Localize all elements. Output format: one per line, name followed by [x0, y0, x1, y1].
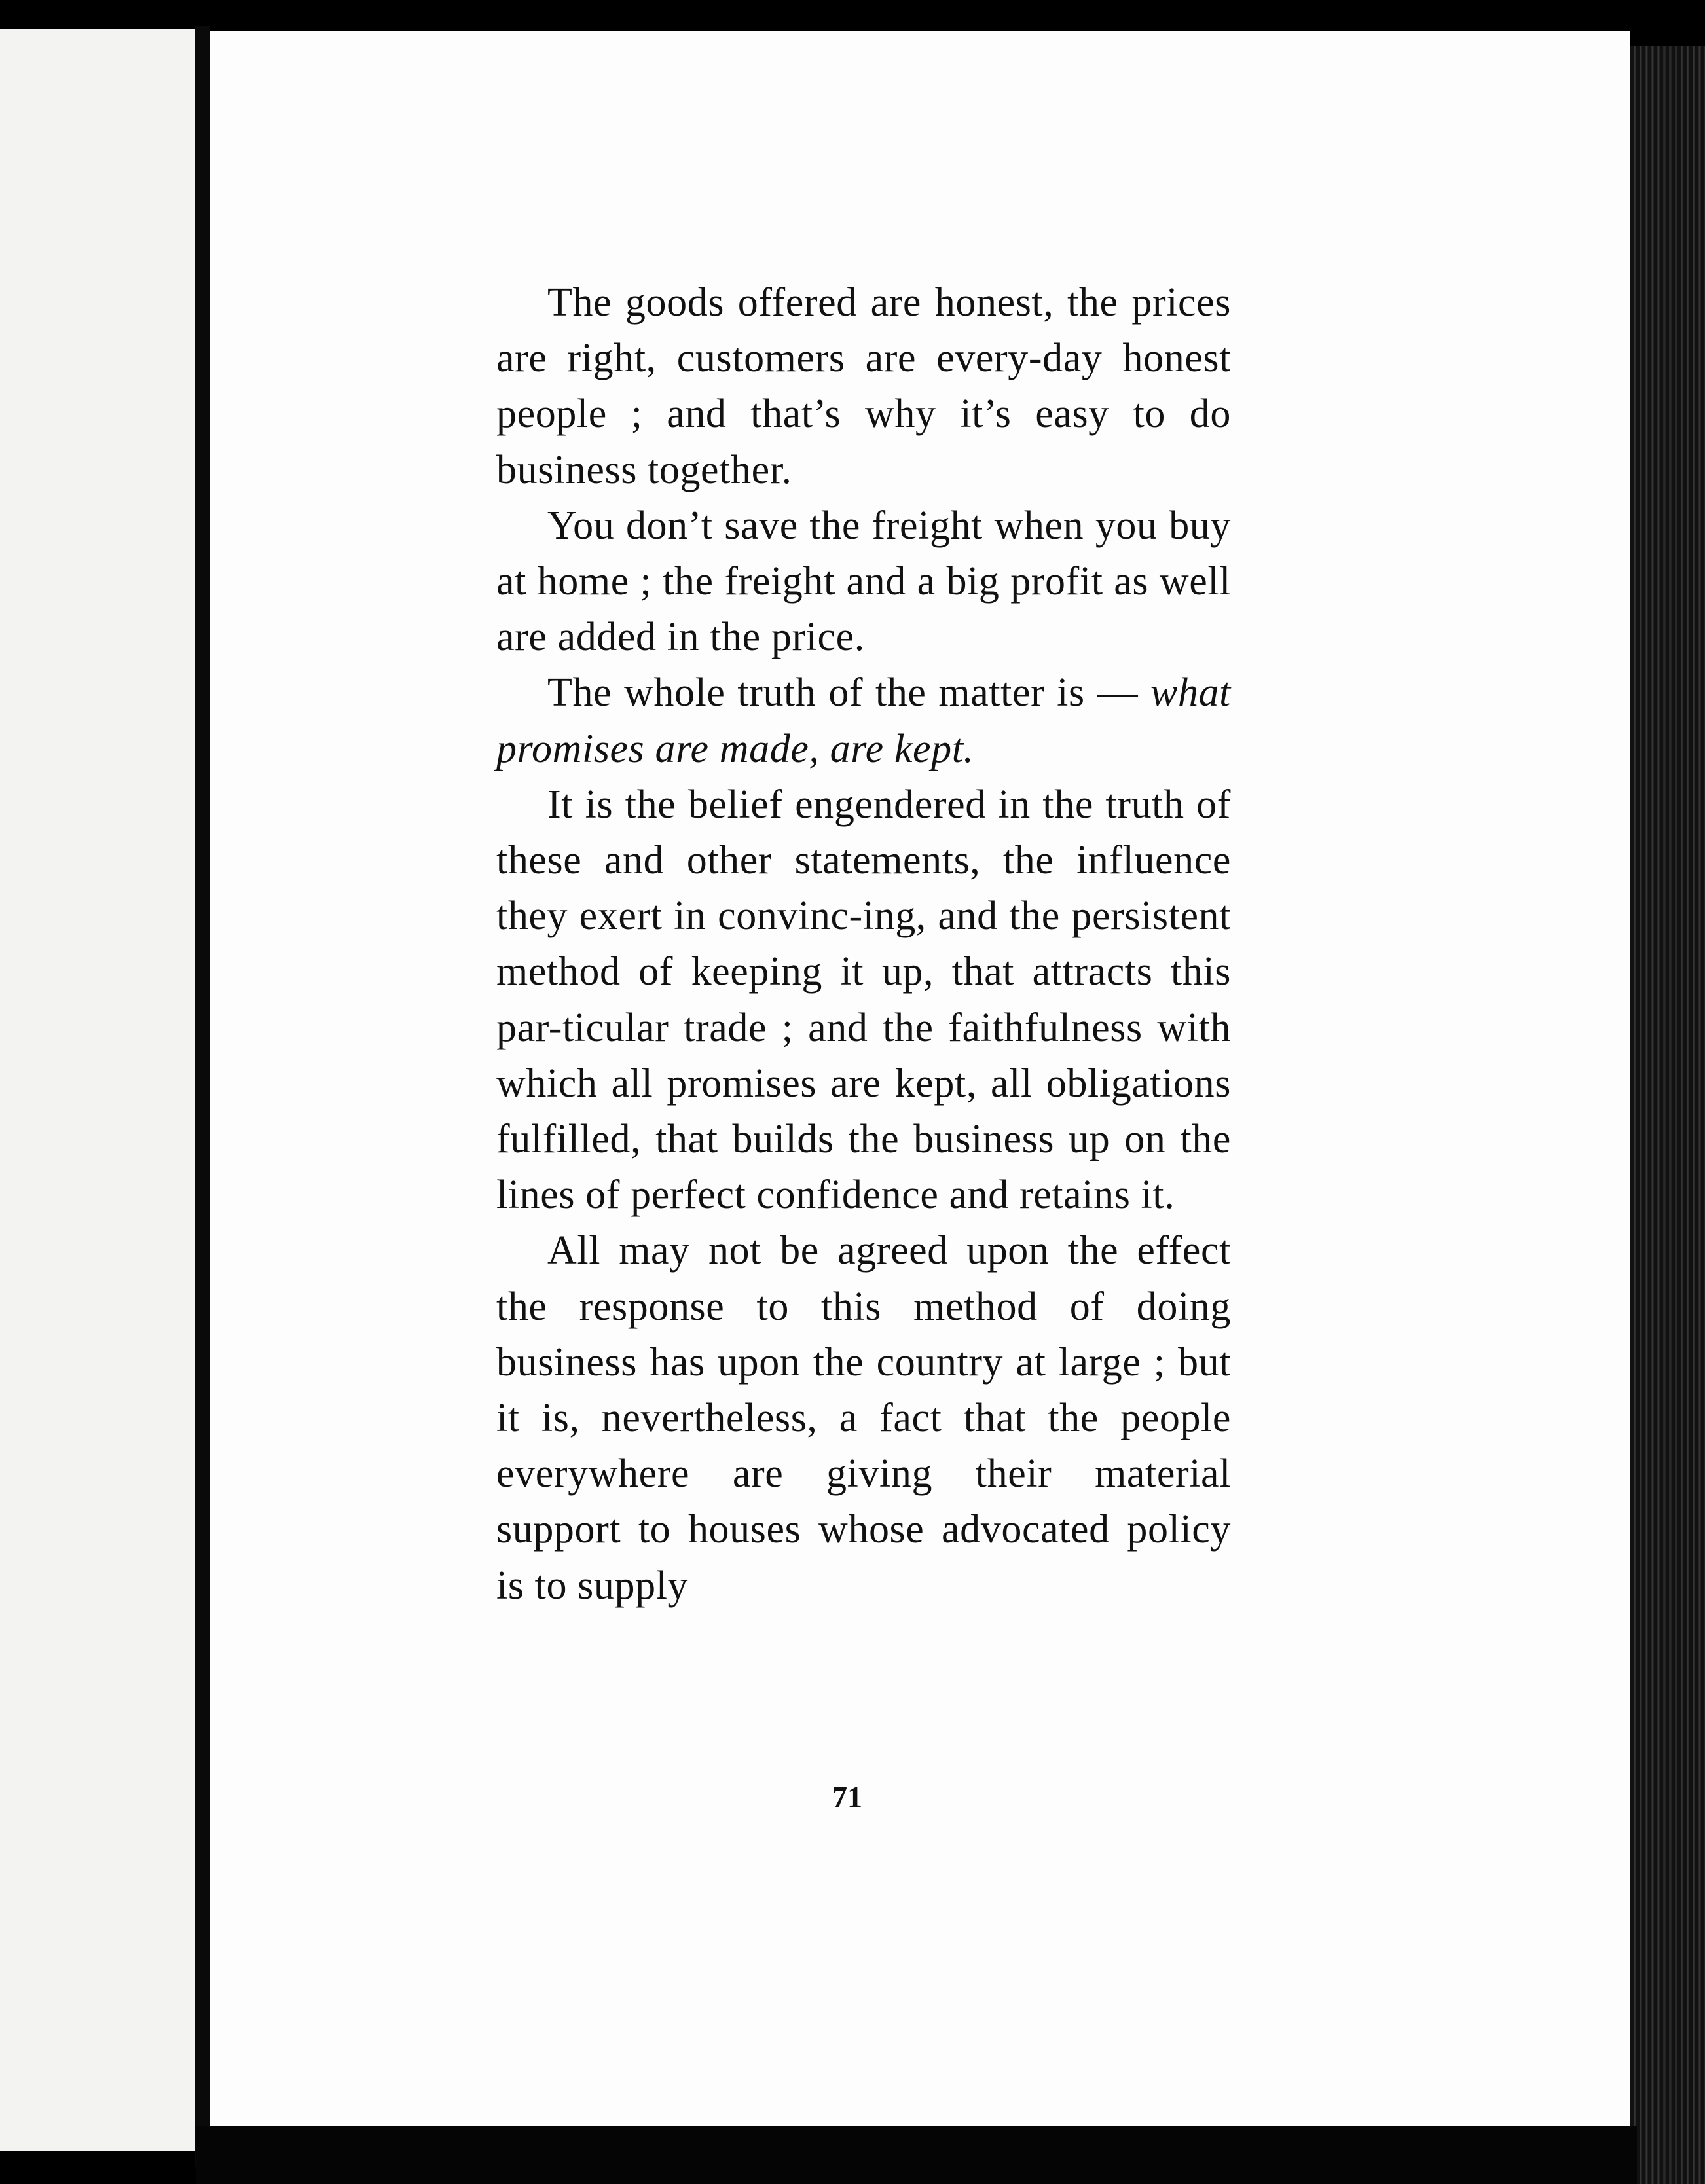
page-edges: [1630, 46, 1705, 2184]
paragraph-3: [496, 665, 1231, 776]
paragraph-1: [496, 275, 1231, 498]
paragraph-2-text: You don’t save the freight when you buy at home ; the freight and a big profit as well are added in the price.: [496, 503, 1231, 660]
paragraph-2: [496, 498, 1231, 666]
paragraph-4: [496, 777, 1231, 1224]
page-number: 71: [832, 1780, 862, 1813]
bottom-edge: [196, 2126, 1637, 2184]
paragraph-3-italic: what promises are made, are kept.: [496, 670, 1231, 771]
body-text: [496, 275, 1231, 1614]
paragraph-5: [496, 1223, 1231, 1613]
paragraph-1-text: The goods offered are honest, the prices are right, customers are every-day honest people ; and that’s why it’s easy to do business together.: [496, 280, 1231, 492]
paragraph-3-text: The whole truth of the matter is —: [547, 670, 1151, 716]
paragraph-5-text: All may not be agreed upon the effect the response to this method of doing business has upon the country at large ; but it is, nevertheless, a fact that the people everywhere are giving their material support to houses whose advocated policy is to supply: [496, 1228, 1231, 1608]
book-gutter: [195, 26, 210, 2167]
left-page-edge: [0, 29, 195, 2151]
paragraph-4-text: It is the belief engendered in the truth of these and other statements, the influence they exert in convinc-ing, and the persistent method of keeping it up, that attracts this par-ticular trade ; and the faithfulness with which all promises are kept, all obligations fulfilled, that builds the business up on the lines of perfect confidence and retains it.: [496, 782, 1231, 1218]
